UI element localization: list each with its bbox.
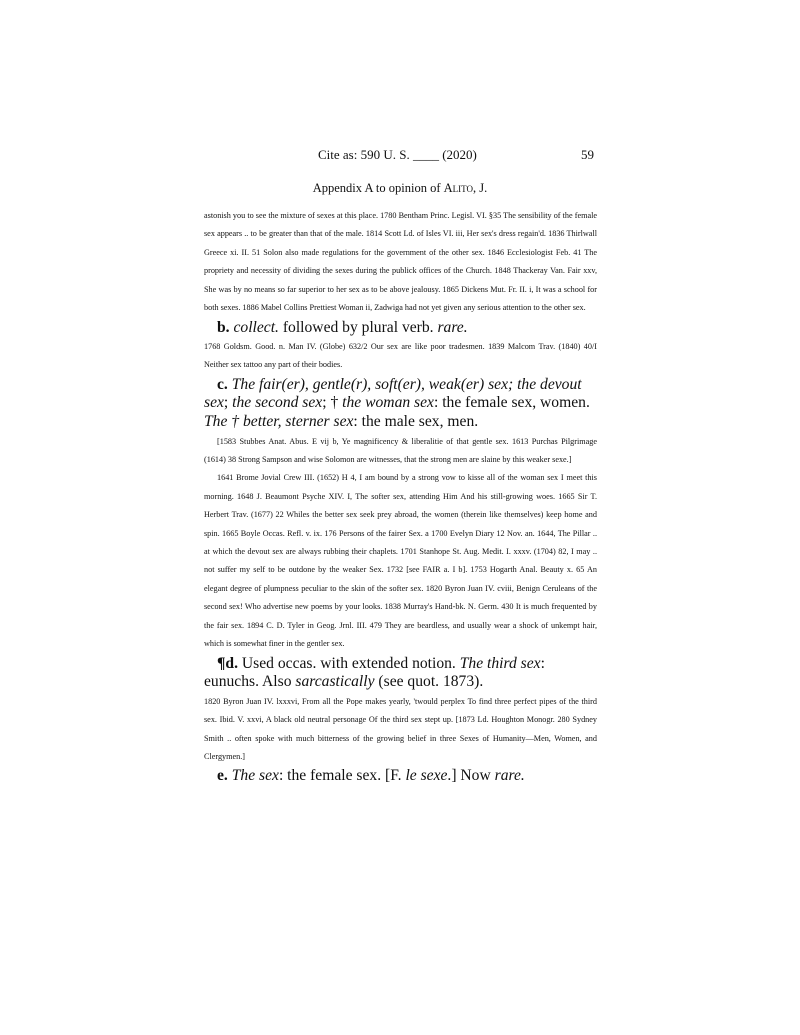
sense-c-italic-1: The fair(er), gentle(r), soft(er), weak(er) sex; the devout sex [204,375,582,412]
paragraph-a-quotations: astonish you to see the mixture of sexes at this place. 1780 Bentham Princ. Legisl. VI. §35 The sensibility of the female sex appears .. to be greater than that of the male. 1814 Scott Ld. of Isles VI. iii, Her sex's dress regain'd. 1836 Thirlwall Greece xi. II. 51 Solon also made regulations for the government of the other sex. 1846 Ecclesiologist Feb. 41 The propriety and necessity of dividing the sexes during the publick offices of the Church. 1848 Thackeray Van. Fair xxv, She was by no means so far superior to her sex as to be above jealousy. 1865 Dickens Mut. Fr. II. i, It was a school for both sexes. 1886 Mabel Collins Prettiest Woman ii, Zadwiga had not yet given any serious attention to the other sex. [204,211,597,313]
sense-c-italic-3: the woman sex [342,394,434,412]
sense-d-italic-1: The third sex [459,654,541,672]
running-header [0,147,800,169]
sense-c-semicolon: ; [223,394,233,412]
sense-c-letter: c. [217,375,228,393]
appendix-heading [0,181,800,196]
sense-d-text-1: Used occas. with extended notion. [238,654,460,672]
justice-name: Alito [443,181,473,195]
sense-e-text-1: : the female sex. [F. [278,767,406,785]
sense-d-heading [204,655,597,692]
citation-line: Cite as: 590 U. S. ____ (2020) [318,147,477,162]
sense-d-italic-2: sarcastically [295,673,375,691]
dictionary-excerpt [204,207,597,786]
sense-c-italic-2: the second sex [232,394,323,412]
sense-d-text-3: (see quot. 1873). [374,673,484,691]
page-number: 59 [581,147,594,162]
sense-b-text: followed by plural verb. [278,319,438,337]
sense-e-text-2: .] Now [447,767,495,785]
sense-e-rare: rare. [494,767,525,785]
appendix-prefix: Appendix A to opinion of [312,181,444,195]
paragraph-c2-quotations: 1641 Brome Jovial Crew III. (1652) H 4, I am bound by a strong vow to kisse all of the woman sex I meet this morning. 1648 J. Beaumont Psyche XIV. I, The softer sex, attending Him And his still-growing woes. 1665 Sir T. Herbert Trav. (1677) 22 Whiles the better sex seek prey abroad, the women (therein like themselves) keep home and spin. 1665 Boyle Occas. Refl. v. ix. 176 Persons of the fairer Sex. a 1700 Evelyn Diary 12 Nov. an. 1644, The Pillar .. at which the devout sex are always rubbing their chaplets. 1701 Stanhope St. Aug. Medit. I. xxxv. (1704) 82, I may .. not suffer my self to be outdone by the weaker Sex. 1732 [see FAIR a. I b]. 1753 Hogarth Anal. Beauty x. 65 An elegant degree of plumpness peculiar to the skin of the softer sex. 1820 Byron Juan IV. cviii, Benign Ceruleans of the second sex! Who advertise new poems by your looks. 1838 Murray's Hand-bk. N. Germ. 430 It is much frequented by the fair sex. 1894 C. D. Tyler in Geog. Jrnl. III. 479 They are beardless, and usually wear a shock of unkempt hair, which is somewhat finer in the gentler sex. [204,473,597,649]
sense-b-heading [204,319,597,338]
paragraph-b-quotations: 1768 Goldsm. Good. n. Man IV. (Globe) 632/2 Our sex are like poor tradesmen. 1839 Malcom Trav. (1840) 40/I Neither sex tattoo any part of their bodies. [204,342,597,370]
sense-c-text-1: : the female sex, women. [433,394,590,412]
paragraph-d-quotations: 1820 Byron Juan IV. lxxxvi, From all the Pope makes yearly, 'twould perplex To find three perfect pipes of the third sex. Ibid. V. xxvi, A black old neutral personage Of the third sex stept up. [1873 Ld. Houghton Monogr. 280 Sydney Smith .. often spoke with much bitterness of the growing belief in three Sexes of Humanity—Men, Women, and Clergymen.] [204,696,597,761]
sense-c-italic-4: The † better, sterner sex [204,413,354,431]
sense-b-collect: collect. [233,319,279,337]
sense-e-italic-2: le sexe [405,767,448,785]
sense-b-letter: b. [217,319,230,337]
paragraph-c1-quotations: [1583 Stubbes Anat. Abus. E vij b, Ye magnificency & liberalitie of that gentle sex. 1613 Purchas Pilgrimage (1614) 38 Strong Sampson and wise Solomon are witnesses, that the strong men are slaine by this weaker sexe.] [204,436,597,465]
sense-b-rare: rare. [437,319,468,337]
sense-c-text-2: : the male sex, men. [353,413,479,431]
sense-c-heading [204,376,597,432]
sense-e-italic-1: The sex [231,767,279,785]
sense-c-dagger: ; † [322,394,343,412]
sense-d-mark: ¶d. [217,654,238,672]
sense-d-text-2: : eunuchs. Also [204,654,545,691]
appendix-suffix: , J. [473,181,488,195]
sense-e-heading [204,767,597,786]
sense-e-letter: e. [217,767,228,785]
